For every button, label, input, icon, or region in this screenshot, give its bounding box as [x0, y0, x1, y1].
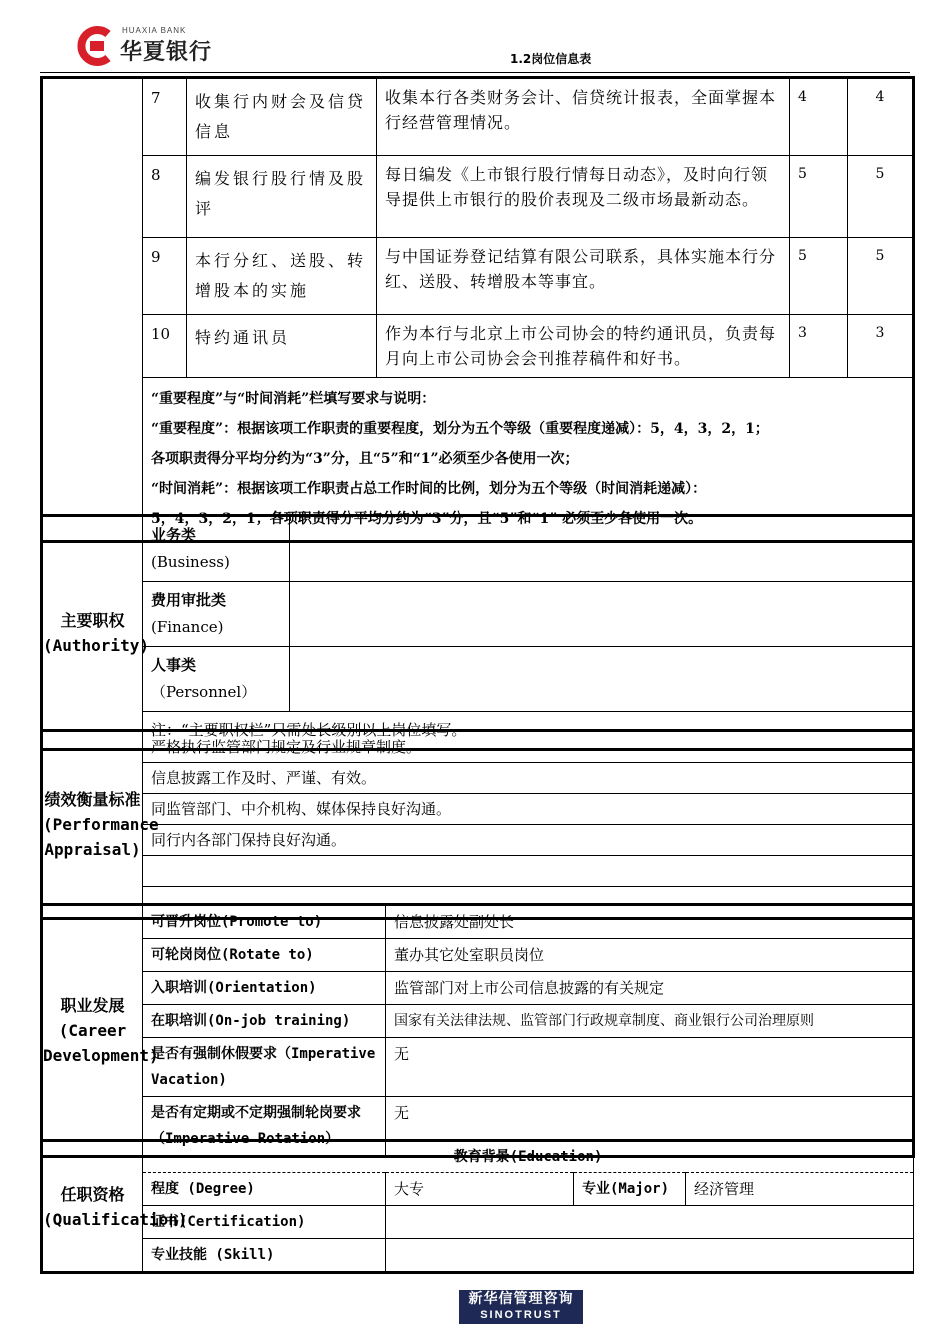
footer-brand-cn: 新华信管理咨询 [468, 1291, 574, 1307]
notes-line: 5，4，3，2，1；各项职责得分平均分约为“3”分，且“5”和“1” 必须至少各使用一次。 [151, 511, 703, 527]
table-row [42, 1239, 914, 1273]
table-row [42, 1038, 914, 1097]
performance-section-label: 绩效衡量标准(Performance Appraisal) [42, 731, 143, 919]
duties-table [40, 76, 915, 543]
authority-label-cn: 人事类 [151, 656, 197, 674]
authority-label-en: (Business) [151, 553, 230, 571]
major-value: 经济管理 [686, 1173, 914, 1206]
career-value: 信息披露处副处长 [386, 905, 914, 939]
duty-description: 收集本行各类财务会计、信贷统计报表，全面掌握本行经营管理情况。 [377, 78, 790, 156]
career-value: 董办其它处室职员岗位 [386, 939, 914, 972]
header-divider [40, 72, 910, 73]
authority-note: 注：“主要职权栏”只需处长级别以上岗位填写。 [143, 712, 914, 750]
table-row [42, 238, 914, 315]
left-blank-cell [42, 78, 143, 542]
qualification-section-label: 任职资格(Qualification) [42, 1141, 143, 1273]
authority-label-cn: 费用审批类 [151, 591, 227, 609]
table-row [42, 647, 914, 712]
table-row [42, 794, 914, 825]
duty-name: 收集行内财会及信贷信息 [187, 78, 377, 156]
duty-name: 特约通讯员 [187, 315, 377, 378]
certification-value [386, 1206, 914, 1239]
bank-name-cn: 华夏银行 [120, 40, 213, 65]
career-key: 入职培训(Orientation) [143, 972, 386, 1005]
duty-description: 作为本行与北京上市公司协会的特约通讯员，负责每月向上市公司协会会刊推荐稿件和好书。 [377, 315, 790, 378]
duty-importance: 5 [790, 156, 848, 238]
duty-time: 5 [848, 156, 914, 238]
career-key: 在职培训(On-job training) [143, 1005, 386, 1038]
authority-table [40, 514, 915, 751]
performance-item: 同监管部门、中介机构、媒体保持良好沟通。 [143, 794, 914, 825]
duty-number: 7 [143, 78, 187, 156]
performance-item: 同行内各部门保持良好沟通。 [143, 825, 914, 856]
table-row [42, 1005, 914, 1038]
table-row [42, 972, 914, 1005]
table-row [42, 731, 914, 763]
authority-label [143, 582, 290, 647]
career-table [40, 903, 915, 1158]
table-row [42, 1173, 914, 1206]
duty-time: 5 [848, 238, 914, 315]
footer-brand-en: SINOTRUST [480, 1309, 562, 1321]
table-row [42, 1206, 914, 1239]
authority-label [143, 647, 290, 712]
career-value: 监管部门对上市公司信息披露的有关规定 [386, 972, 914, 1005]
education-header: 教育背景(Education) [143, 1141, 914, 1173]
notes-line: “重要程度”与“时间消耗”栏填写要求与说明： [151, 391, 436, 407]
duty-number: 10 [143, 315, 187, 378]
skill-value [386, 1239, 914, 1273]
skill-label: 专业技能 (Skill) [143, 1239, 386, 1273]
table-row [42, 763, 914, 794]
authority-label-en: （Personnel） [151, 683, 257, 701]
performance-item [143, 856, 914, 887]
career-key: 是否有强制休假要求（Imperative Vacation) [143, 1038, 386, 1097]
duty-importance: 3 [790, 315, 848, 378]
table-row [42, 1141, 914, 1173]
table-row [42, 315, 914, 378]
table-row [42, 939, 914, 972]
duty-name: 编发银行股行情及股评 [187, 156, 377, 238]
career-key: 可晋升岗位(Promote to) [143, 905, 386, 939]
section-title: 1.2岗位信息表 [510, 52, 592, 66]
table-row [42, 78, 914, 156]
degree-label: 程度 (Degree) [143, 1173, 386, 1206]
duty-name: 本行分红、送股、转增股本的实施 [187, 238, 377, 315]
duty-time: 4 [848, 78, 914, 156]
degree-value: 大专 [386, 1173, 574, 1206]
notes-line: “时间消耗”：根据该项工作职责占总工作时间的比例，划分为五个等级（时间消耗递减）： [151, 481, 707, 497]
authority-label-cn: 业务类 [151, 526, 197, 544]
performance-item: 严格执行监管部门规定及行业规章制度。 [143, 731, 914, 763]
authority-label [143, 516, 290, 582]
career-value: 无 [386, 1097, 914, 1157]
career-key: 是否有定期或不定期强制轮岗要求（Imperative Rotation） [143, 1097, 386, 1157]
career-value: 无 [386, 1038, 914, 1097]
duty-description: 每日编发《上市银行股行情每日动态》，及时向行领导提供上市银行的股价表现及二级市场最新动态。 [377, 156, 790, 238]
certification-label: 证书(Certification) [143, 1206, 386, 1239]
duty-time: 3 [848, 315, 914, 378]
performance-table [40, 729, 915, 920]
duty-description: 与中国证券登记结算有限公司联系，具体实施本行分红、送股、转增股本等事宜。 [377, 238, 790, 315]
authority-value [290, 582, 914, 647]
bank-logo-icon [72, 26, 118, 66]
duty-importance: 4 [790, 78, 848, 156]
table-row [42, 825, 914, 856]
table-row [42, 582, 914, 647]
bank-name-en: HUAXIA BANK [122, 26, 187, 35]
career-value: 国家有关法律法规、监管部门行政规章制度、商业银行公司治理原则 [386, 1005, 914, 1038]
authority-value [290, 516, 914, 582]
footer-brand-logo [459, 1290, 583, 1324]
authority-section-label: 主要职权(Authority) [42, 516, 143, 750]
authority-label-en: (Finance) [151, 618, 224, 636]
table-row [42, 516, 914, 582]
authority-value [290, 647, 914, 712]
performance-item: 信息披露工作及时、严谨、有效。 [143, 763, 914, 794]
duty-number: 8 [143, 156, 187, 238]
major-label: 专业(Major) [574, 1173, 686, 1206]
career-section-label: 职业发展(Career Development) [42, 905, 143, 1157]
table-row [42, 856, 914, 887]
duty-importance: 5 [790, 238, 848, 315]
duty-number: 9 [143, 238, 187, 315]
table-row [42, 905, 914, 939]
notes-line: 各项职责得分平均分约为“3”分，且“5”和“1”必须至少各使用一次； [151, 451, 579, 467]
career-key: 可轮岗岗位(Rotate to) [143, 939, 386, 972]
qualification-table [40, 1139, 914, 1274]
notes-line: “重要程度”：根据该项工作职责的重要程度，划分为五个等级（重要程度递减）：5，4，3，2，1； [151, 421, 769, 437]
table-row [42, 156, 914, 238]
